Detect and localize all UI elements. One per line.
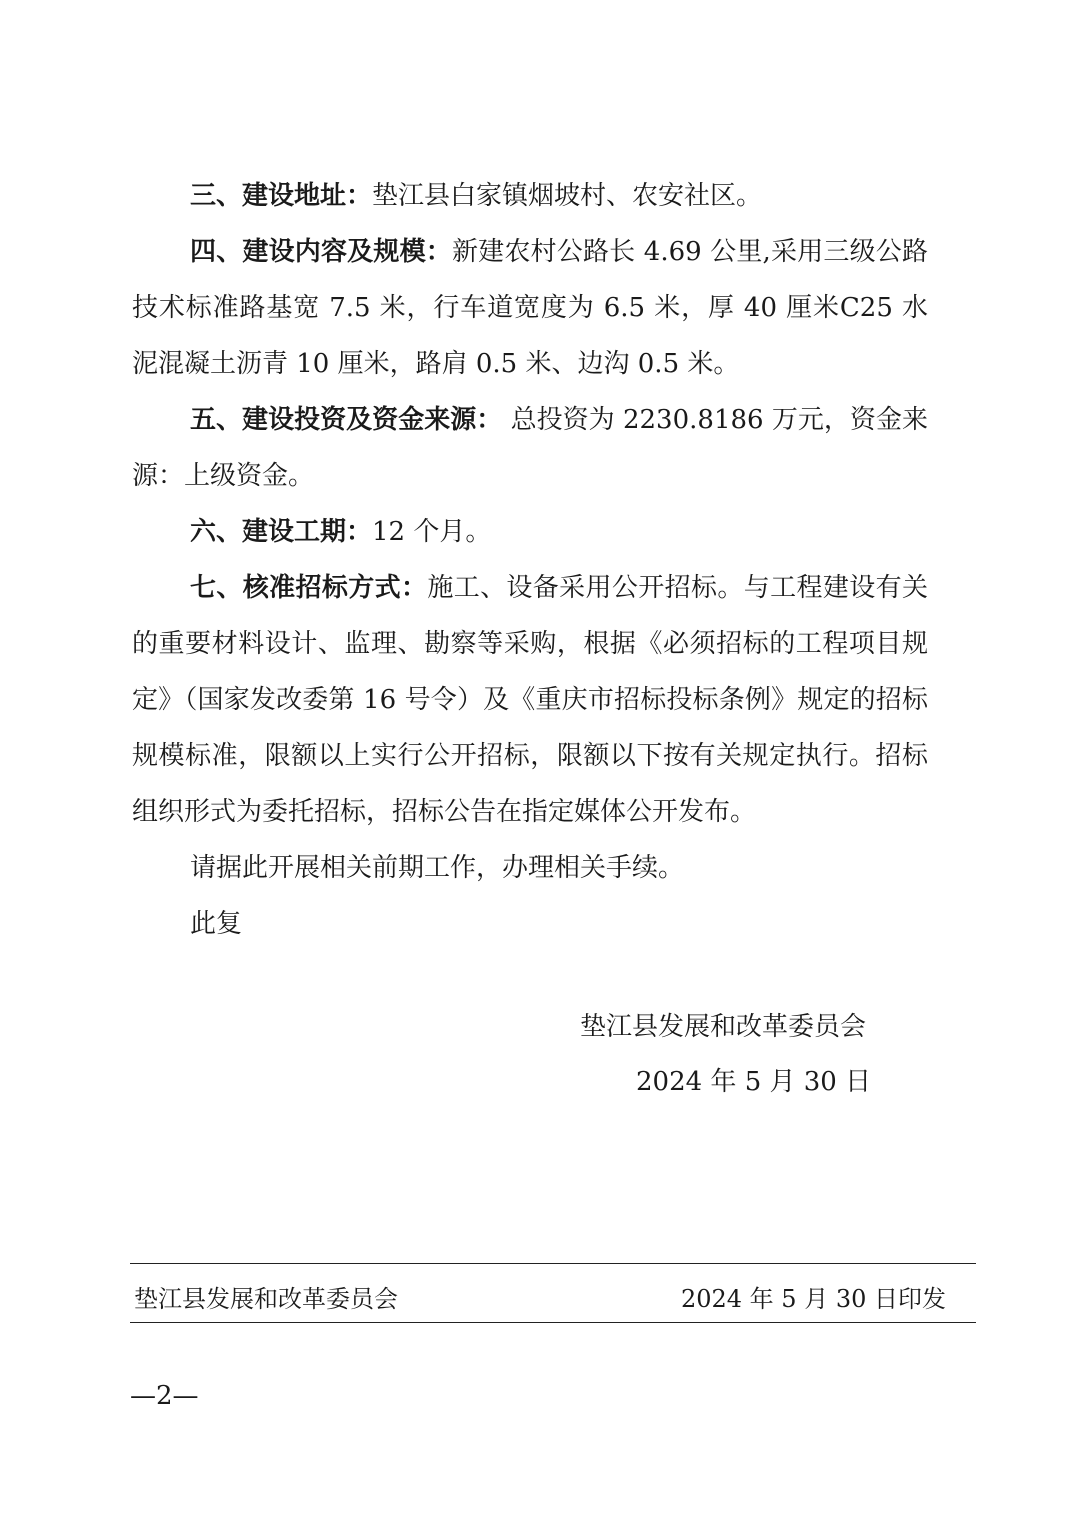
section-heading: 六、建设工期： [190, 517, 373, 547]
section-construction-address [132, 168, 928, 224]
section-heading: 七、核准招标方式： [190, 573, 428, 603]
signature-org: 垫江县发展和改革委员会 [580, 1012, 867, 1042]
closing-instruction: 请据此开展相关前期工作，办理相关手续。 [190, 853, 685, 883]
footer-print-date: 2024 年 5 月 30 日印发 [680, 1285, 946, 1313]
footer-top-rule [130, 1263, 976, 1264]
footer-bottom-rule [130, 1322, 976, 1323]
section-text: 总投资为 2230.8186 万元，资金来源：上级资金。 [132, 405, 928, 491]
section-text: 12 个月。 [372, 517, 492, 547]
footer-issuing-org: 垫江县发展和改革委员会 [134, 1285, 398, 1313]
signature-date: 2024 年 5 月 30 日 [636, 1067, 872, 1097]
section-text: 施工、设备采用公开招标。与工程建设有关的重要材料设计、监理、勘察等采购，根据《必须招标的工程项目规定》（国家发改委第 16 号令）及《重庆市招标投标条例》规定的招标规模标准，限额以上实行公开招标，限额以下按有关规定执行。招标组织形式为委托招标，招标公告在指定媒体公开发布。 [132, 573, 928, 827]
section-text: 垫江县白家镇烟坡村、农安社区。 [372, 181, 763, 211]
section-construction-content [132, 224, 928, 392]
section-heading: 四、建设内容及规模： [190, 237, 452, 267]
section-bidding-method [132, 560, 928, 840]
document-body [132, 168, 928, 952]
page-number: —2— [130, 1381, 199, 1411]
section-construction-period [132, 504, 928, 560]
section-heading: 三、建设地址： [190, 181, 373, 211]
section-text: 新建农村公路长 4.69 公里,采用三级公路技术标准路基宽 7.5 米，行车道宽度为 6.5 米，厚 40 厘米C25 水泥混凝土沥青 10 厘米，路肩 0.5 米、边沟 0.5 米。 [132, 237, 928, 379]
section-investment [132, 392, 928, 504]
section-heading: 五、建设投资及资金来源： [190, 405, 503, 435]
reply-closing: 此复 [190, 909, 243, 939]
